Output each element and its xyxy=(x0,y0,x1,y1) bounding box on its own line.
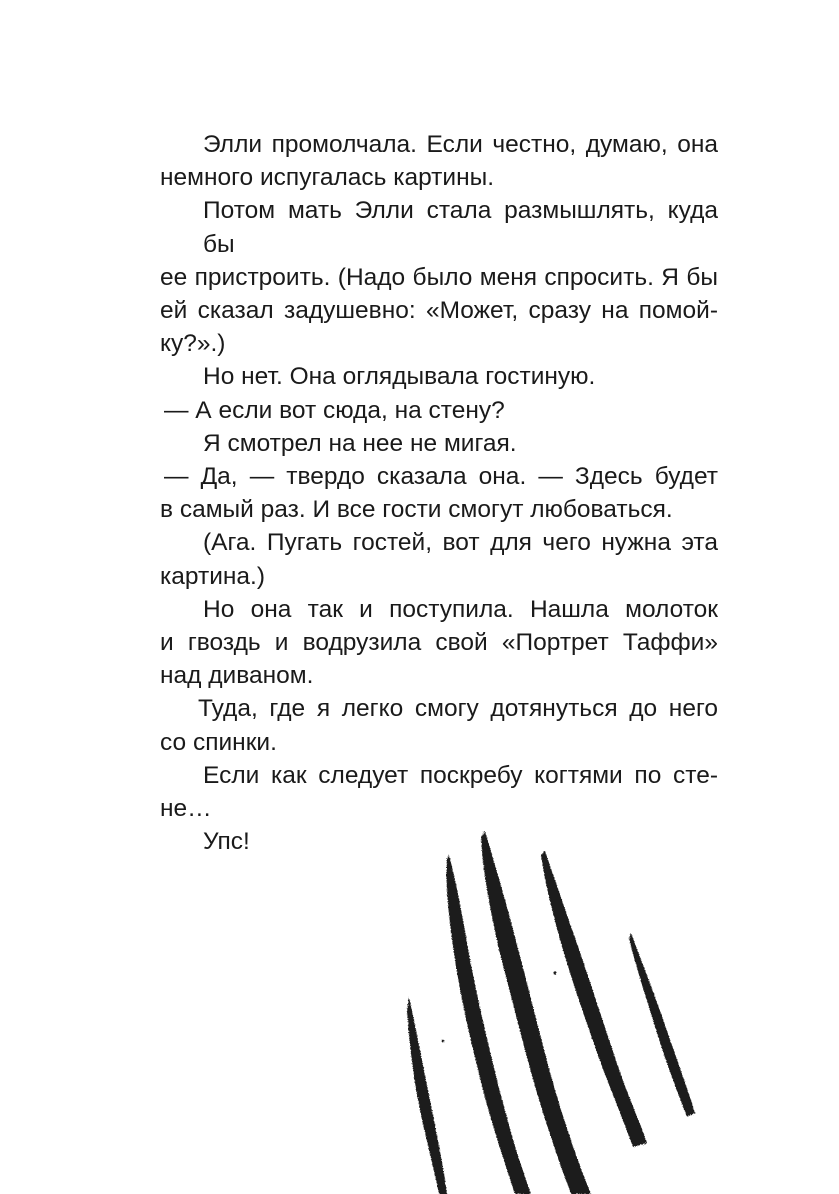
text-line: ее пристроить. (Надо было меня спросить. Я бы xyxy=(160,263,718,291)
dialogue-line xyxy=(160,394,718,427)
ink-speck xyxy=(553,971,556,974)
text-line: немного испугалась картины. xyxy=(160,164,495,192)
text-line: Но нет. Она оглядывала гостиную. xyxy=(203,363,596,391)
text-line: Потом мать Элли стала размышлять, куда бы xyxy=(203,197,718,258)
scratch-mark xyxy=(407,997,447,1194)
text-line: — А если вот сюда, на стену? xyxy=(164,396,505,424)
text-line: Если как следует поскребу когтями по сте- xyxy=(203,761,718,789)
text-line: в самый раз. И все гости смогут любоваться. xyxy=(160,496,673,524)
text-line: со спинки. xyxy=(160,728,277,756)
dialogue-line xyxy=(160,460,718,526)
text-line: ей сказал задушевно: «Может, сразу на помой- xyxy=(160,297,718,325)
text-line: и гвоздь и водрузила свой «Портрет Таффи» xyxy=(160,629,718,657)
text-line: Упс! xyxy=(203,828,250,856)
scratch-mark xyxy=(629,933,695,1117)
text-line: не… xyxy=(160,795,212,823)
paragraph xyxy=(160,128,718,194)
text-line: над диваном. xyxy=(160,662,314,690)
paragraph xyxy=(160,427,718,460)
paragraph xyxy=(160,526,718,592)
text-line: ку?».) xyxy=(160,330,226,358)
text-line: Но она так и поступила. Нашла молоток xyxy=(203,595,718,623)
paragraph xyxy=(160,759,718,825)
text-line: Элли промолчала. Если честно, думаю, она xyxy=(203,131,718,158)
paragraph xyxy=(160,593,718,693)
claw-scratch-illustration xyxy=(395,825,715,1194)
text-line: (Ага. Пугать гостей, вот для чего нужна эта xyxy=(203,529,718,557)
ink-speck xyxy=(442,1040,445,1043)
ink-speck xyxy=(600,1038,602,1040)
paragraph xyxy=(160,360,718,393)
text-line: картина.) xyxy=(160,562,265,590)
text-line: Туда, где я легко смогу дотянуться до него xyxy=(198,695,718,723)
text-line: — Да, — твердо сказала она. — Здесь будет xyxy=(164,463,718,491)
paragraph xyxy=(160,692,718,758)
text-line: Я смотрел на нее не мигая. xyxy=(203,429,517,457)
paragraph xyxy=(160,194,718,360)
page-text xyxy=(160,128,718,858)
